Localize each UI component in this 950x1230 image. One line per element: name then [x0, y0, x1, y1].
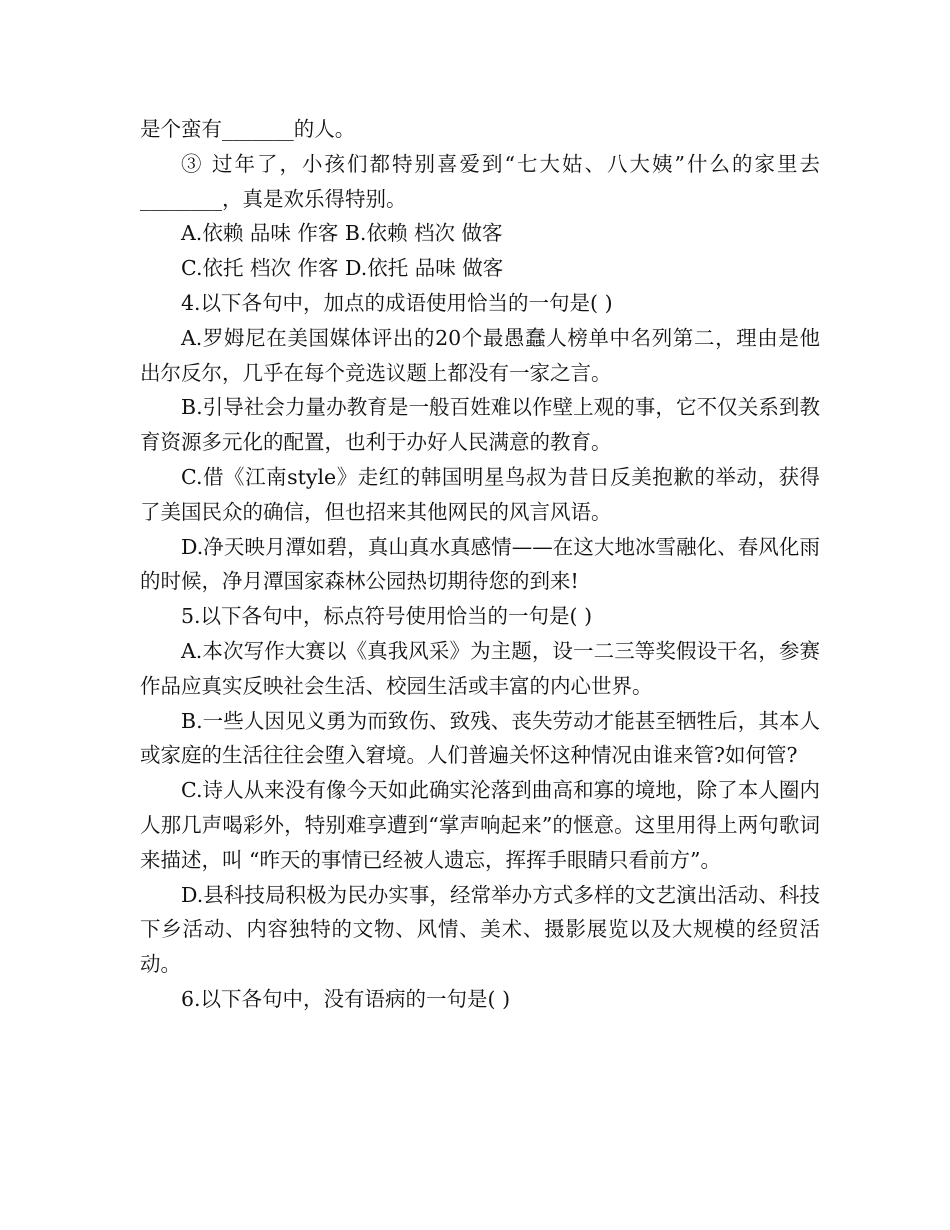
answer-options: C.依托 档次 作客 D.依托 品味 做客 [181, 256, 504, 281]
question-heading: 6.以下各句中，没有语病的一句是( ) [181, 986, 511, 1011]
paragraph: ③ 过年了，小孩们都特别喜爱到“七大姑、八大姨”什么的家里去 ________，真是欢乐得特别。 [140, 151, 820, 211]
option-paragraph: C.诗人从来没有像今天如此确实沦落到曲高和寡的境地，除了本人圈内人那几声喝彩外，特别难享遭到“掌声响起来”的惬意。这里用得上两句歌词来描述，叫 “昨天的事情已经被人遗忘，挥挥手眼睛只看前方”。 [140, 778, 820, 872]
option-paragraph: B.引导社会力量办教育是一般百姓难以作壁上观的事，它不仅关系到教育资源多元化的配置，也利于办好人民满意的教育。 [140, 395, 820, 455]
paragraph: 是个蛮有_______的人。 [140, 117, 356, 141]
document-body [140, 112, 820, 1017]
option-paragraph: D.县科技局积极为民办实事，经常举办方式多样的文艺演出活动、科技下乡活动、内容独特的文物、风情、美术、摄影展览以及大规模的经贸活动。 [140, 882, 820, 977]
option-paragraph: B.一些人因见义勇为而致伤、致残、丧失劳动才能甚至牺牲后，其本人或家庭的生活往往会堕入窘境。人们普遍关怀这种情况由谁来管?如何管? [140, 708, 820, 768]
option-paragraph: C.借《江南style》走红的韩国明星鸟叔为昔日反美抱歉的举动，获得了美国民众的确信，但也招来其他网民的风言风语。 [140, 464, 820, 524]
answer-options: A.依赖 品味 作客 B.依赖 档次 做客 [181, 221, 503, 246]
option-paragraph: D.净天映月潭如碧，真山真水真感情——在这大地冰雪融化、春风化雨的时候，净月潭国家森林公园热切期待您的到来! [140, 534, 820, 594]
question-heading: 5.以下各句中，标点符号使用恰当的一句是( ) [181, 604, 593, 629]
option-paragraph: A.本次写作大赛以《真我风采》为主题，设一二三等奖假设干名，参赛作品应真实反映社会生活、校园生活或丰富的内心世界。 [140, 638, 820, 698]
option-paragraph: A.罗姆尼在美国媒体评出的20个最愚蠢人榜单中名列第二，理由是他出尔反尔，几乎在每个竞选议题上都没有一家之言。 [140, 325, 820, 385]
question-heading: 4.以下各句中，加点的成语使用恰当的一句是( ) [181, 290, 613, 315]
